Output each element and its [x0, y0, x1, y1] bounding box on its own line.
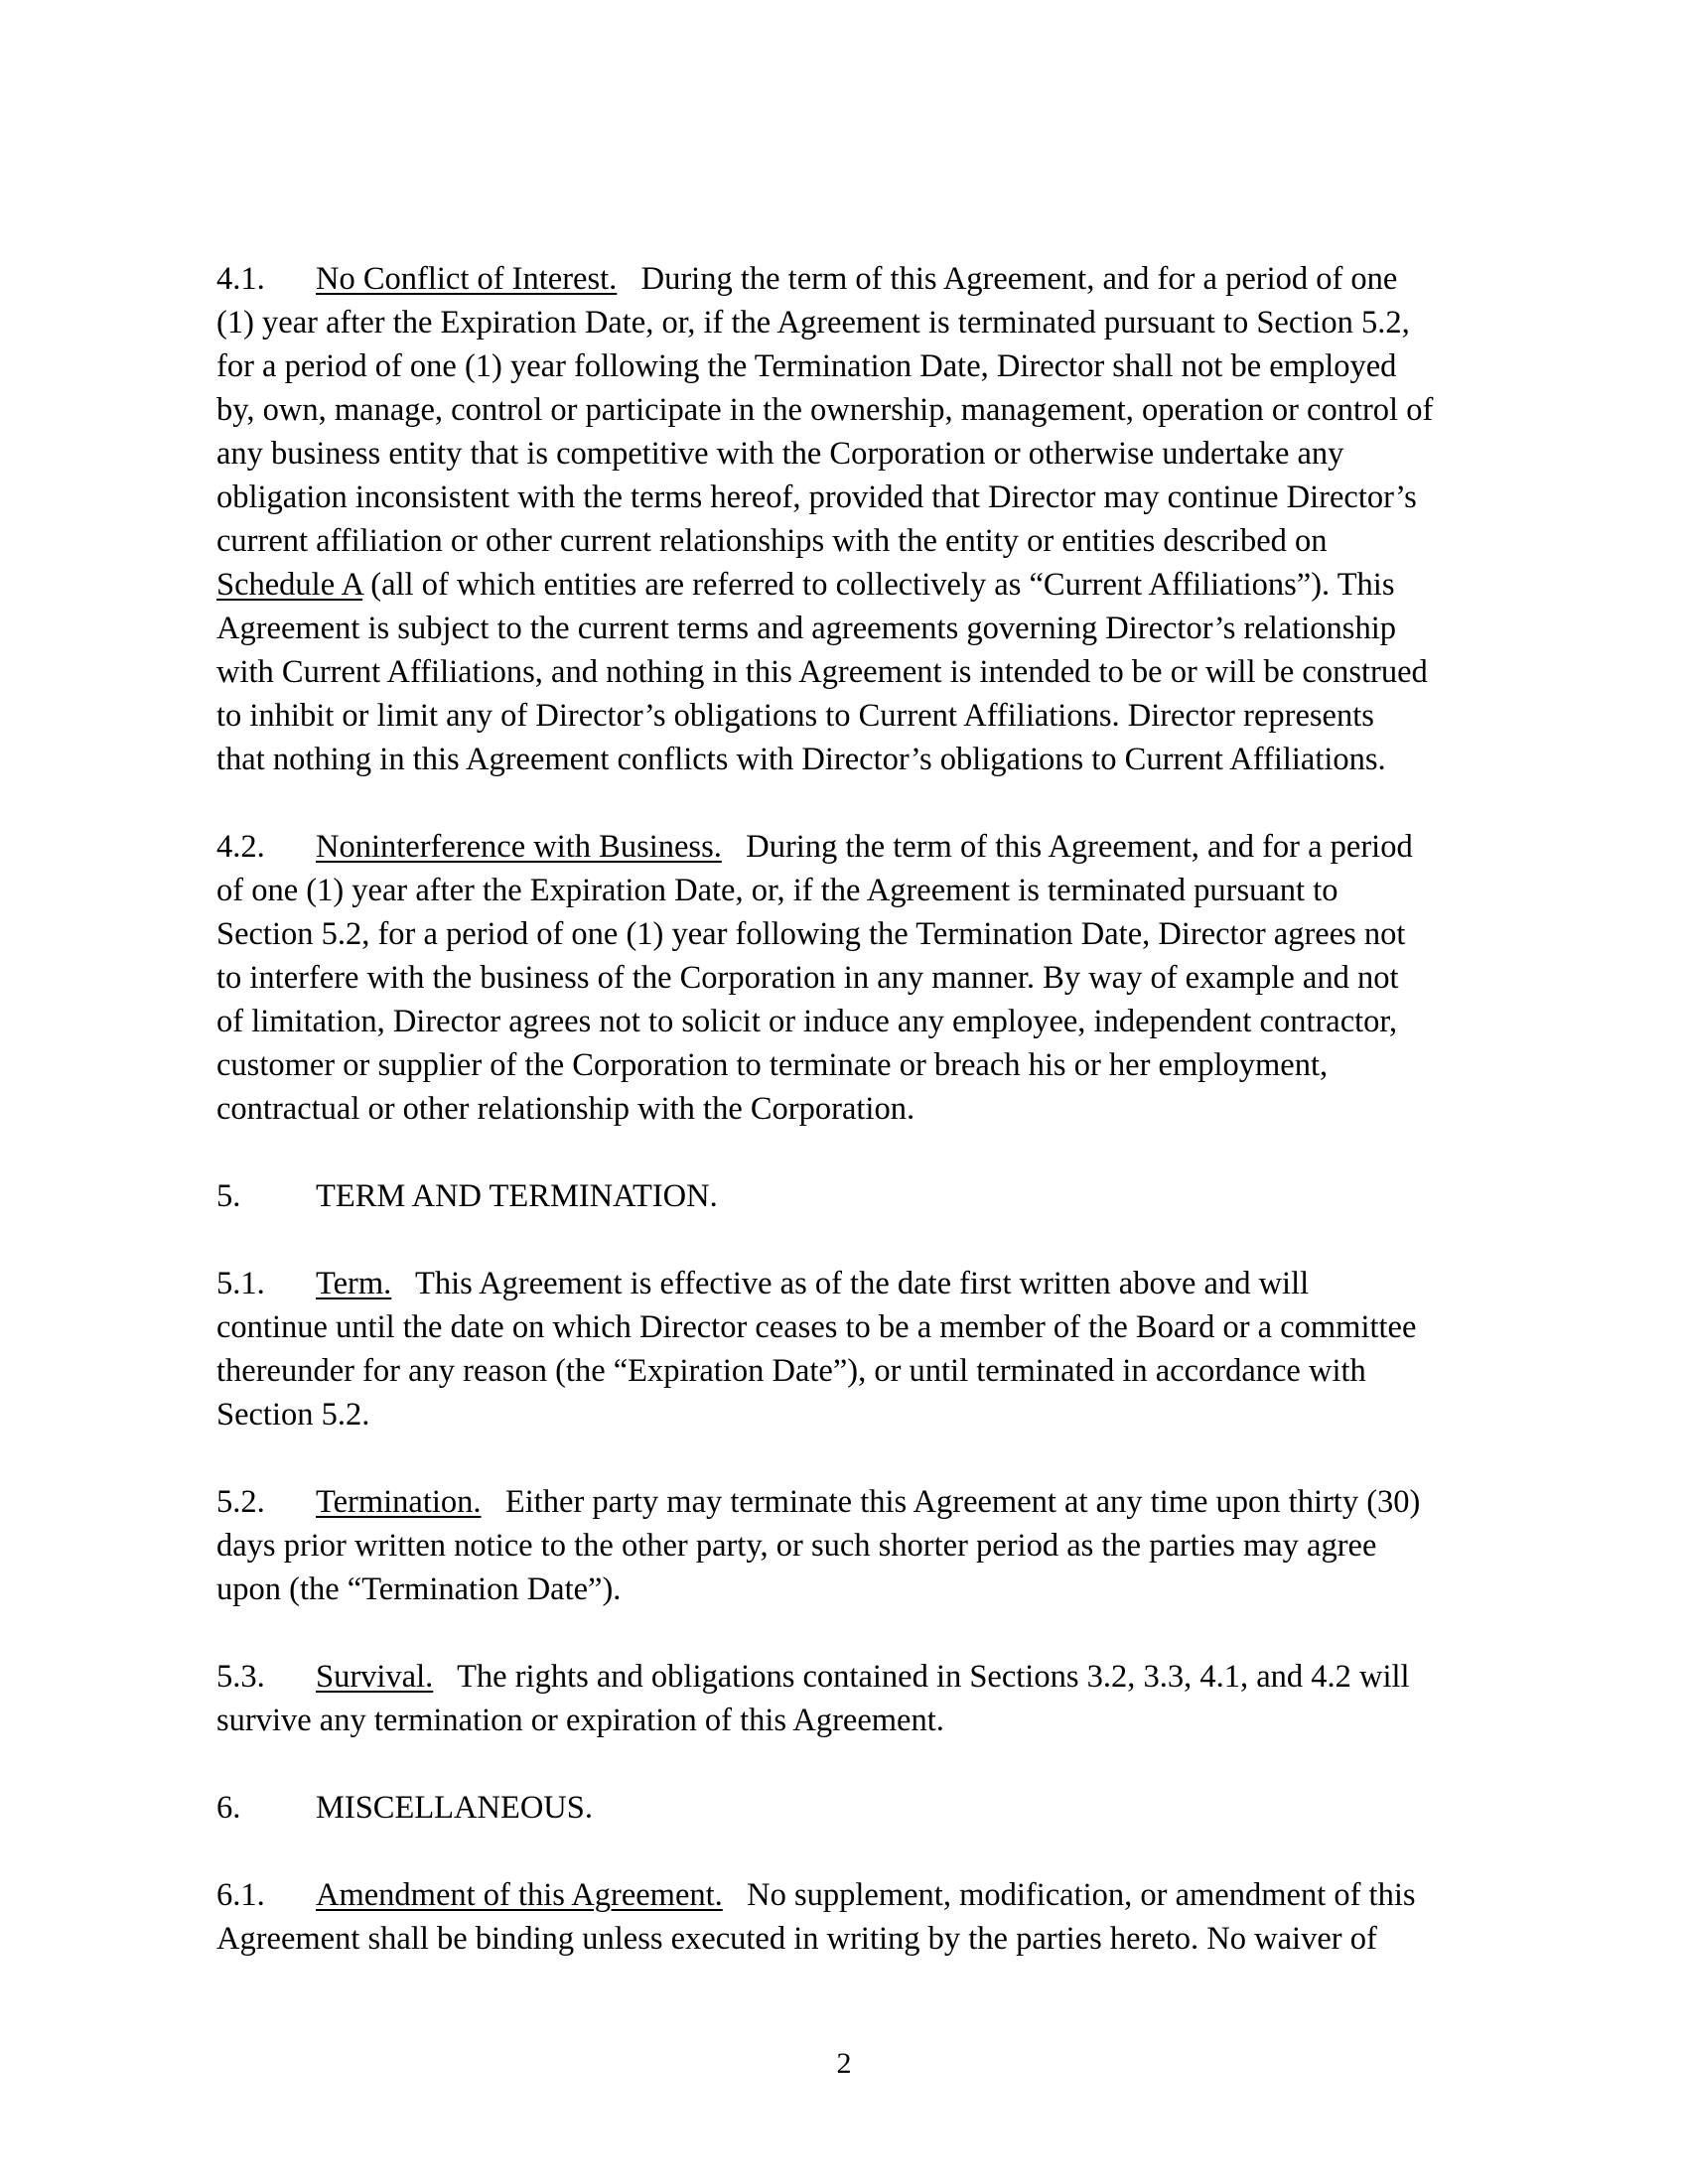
paragraph-text: This Agreement is effective as of the date first written above and will [415, 1266, 1310, 1301]
paragraph-text: The rights and obligations contained in Sections 3.2, 3.3, 4.1, and 4.2 will [457, 1659, 1410, 1695]
section-heading: Survival. [316, 1659, 434, 1695]
section-heading: No Conflict of Interest. [316, 261, 618, 297]
section-5-3 [216, 1655, 1470, 1742]
section-number: 5.1. [216, 1266, 265, 1301]
section-5 [216, 1174, 1470, 1218]
paragraph-line: by, own, manage, control or participate in the ownership, management, operation or control of [216, 392, 1434, 428]
paragraph-line: Section 5.2, for a period of one (1) year following the Termination Date, Director agrees not [216, 916, 1406, 952]
section-6 [216, 1786, 1470, 1830]
paragraph-line [216, 563, 1470, 607]
section-heading: Amendment of this Agreement. [316, 1877, 723, 1913]
paragraph-line: Agreement is subject to the current terms and agreements governing Director’s relationship [216, 611, 1396, 646]
section-5-2 [216, 1480, 1470, 1611]
paragraph-line: with Current Affiliations, and nothing in this Agreement is intended to be or will be construed [216, 654, 1428, 690]
section-4-1 [216, 257, 1470, 781]
paragraph-line: current affiliation or other current relationships with the entity or entities described on [216, 523, 1328, 559]
paragraph-line: for a period of one (1) year following the Termination Date, Director shall not be employed [216, 348, 1397, 384]
section-heading: MISCELLANEOUS. [316, 1790, 593, 1826]
paragraph-line: obligation inconsistent with the terms hereof, provided that Director may continue Director’s [216, 479, 1417, 515]
section-heading: Noninterference with Business. [316, 829, 722, 865]
paragraph-line: (1) year after the Expiration Date, or, if the Agreement is terminated pursuant to Section 5.2, [216, 305, 1410, 341]
schedule-a-reference: Schedule A [216, 567, 363, 603]
paragraph-line: days prior written notice to the other party, or such shorter period as the parties may agree [216, 1528, 1377, 1564]
page-number: 2 [836, 2047, 852, 2080]
paragraph-line [216, 257, 1470, 301]
paragraph-line: Section 5.2. [216, 1397, 370, 1433]
paragraph-line [216, 1174, 1470, 1218]
paragraph-line: Agreement shall be binding unless executed in writing by the parties hereto. No waiver of [216, 1921, 1377, 1957]
paragraph-line: contractual or other relationship with the Corporation. [216, 1091, 915, 1127]
section-heading: Term. [316, 1266, 392, 1301]
paragraph-text: During the term of this Agreement, and for a period [746, 829, 1413, 865]
paragraph-line [216, 1262, 1470, 1305]
paragraph-line: to interfere with the business of the Corporation in any manner. By way of example and not [216, 960, 1399, 996]
paragraph-line: upon (the “Termination Date”). [216, 1571, 622, 1607]
section-4-2 [216, 825, 1470, 1131]
paragraph-text: (all of which entities are referred to collectively as “Current Affiliations”). This [362, 567, 1395, 603]
paragraph-line: survive any termination or expiration of this Agreement. [216, 1703, 944, 1738]
paragraph-line: thereunder for any reason (the “Expiration Date”), or until terminated in accordance with [216, 1353, 1366, 1389]
section-number: 5.2. [216, 1484, 265, 1520]
paragraph-text: During the term of this Agreement, and for a period of one [640, 261, 1398, 297]
paragraph-line: continue until the date on which Director ceases to be a member of the Board or a committee [216, 1309, 1417, 1345]
paragraph-line [216, 1786, 1470, 1830]
paragraph-line [216, 1873, 1470, 1917]
paragraph-line [216, 1655, 1470, 1699]
paragraph-line: any business entity that is competitive with the Corporation or otherwise undertake any [216, 436, 1344, 472]
section-number: 6. [216, 1790, 241, 1826]
paragraph-line: customer or supplier of the Corporation to terminate or breach his or her employment, [216, 1047, 1329, 1083]
paragraph-line [216, 825, 1470, 869]
document-page [216, 257, 1470, 1961]
section-6-1 [216, 1873, 1470, 1961]
paragraph-line: of limitation, Director agrees not to solicit or induce any employee, independent contractor, [216, 1004, 1398, 1039]
section-number: 4.1. [216, 261, 265, 297]
paragraph-line: to inhibit or limit any of Director’s obligations to Current Affiliations. Director represents [216, 698, 1374, 734]
section-number: 4.2. [216, 829, 265, 865]
paragraph-line: of one (1) year after the Expiration Date, or, if the Agreement is terminated pursuant to [216, 873, 1338, 908]
paragraph-text: No supplement, modification, or amendment of this [747, 1877, 1416, 1913]
section-number: 5.3. [216, 1659, 265, 1695]
paragraph-line: that nothing in this Agreement conflicts with Director’s obligations to Current Affiliations. [216, 742, 1386, 777]
paragraph-text: Either party may terminate this Agreement at any time upon thirty (30) [504, 1484, 1421, 1520]
section-heading: Termination. [316, 1484, 482, 1520]
section-number: 5. [216, 1178, 241, 1214]
section-number: 6.1. [216, 1877, 265, 1913]
section-5-1 [216, 1262, 1470, 1436]
paragraph-line [216, 1480, 1470, 1524]
section-heading: TERM AND TERMINATION. [316, 1178, 718, 1214]
